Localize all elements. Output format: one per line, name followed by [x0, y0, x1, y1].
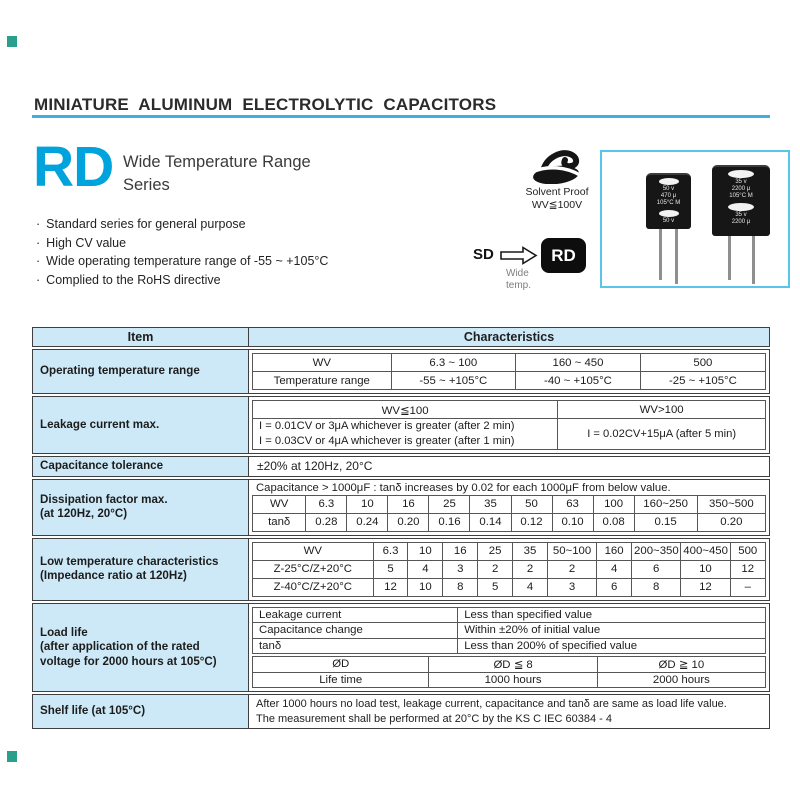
rd-badge	[541, 238, 586, 273]
bullet: ·	[36, 254, 41, 268]
table-cell: 0.16	[429, 513, 470, 531]
table-cell: 12	[730, 560, 765, 578]
characteristics-cell	[249, 457, 769, 476]
table-cell: Z-25°C/Z+20°C	[253, 560, 374, 578]
characteristics-cell	[249, 695, 769, 728]
feature-item: · Wide operating temperature range of -55 ~ +105°C	[36, 254, 329, 268]
characteristics-cell	[249, 397, 769, 453]
table-cell: 63	[552, 495, 593, 513]
table-cell: 25	[478, 542, 513, 560]
table-cell: 50~100	[547, 542, 596, 560]
table-cell: WV	[253, 495, 306, 513]
table-cell: -55 ~ +105°C	[391, 372, 516, 390]
series-name	[123, 151, 311, 197]
table-cell: Within ±20% of initial value	[458, 623, 766, 639]
table-cell: I = 0.01CV or 3μA whichever is greater (after 2 min) I = 0.03CV or 4μA whichever is greater (after 1 min)	[253, 419, 558, 450]
table-cell: 0.10	[552, 513, 593, 531]
capacitor-brand-oval	[659, 178, 679, 185]
capacitor-small: 50 v 470 μ 105°C M 50 v	[646, 173, 691, 229]
table-cell: Z-40°C/Z+20°C	[253, 578, 374, 596]
feature-item: · Standard series for general purpose	[36, 217, 246, 231]
table-cell: 10	[408, 578, 443, 596]
table-cell: –	[730, 578, 765, 596]
table-cell: 0.28	[306, 513, 347, 531]
series-name-line1: Wide Temperature Range	[123, 153, 311, 171]
table-cell: -40 ~ +105°C	[516, 372, 641, 390]
table-cell: 0.15	[634, 513, 697, 531]
table-cell: -25 ~ +105°C	[640, 372, 765, 390]
table-cell: 3	[443, 560, 478, 578]
table-cell: WV	[253, 542, 374, 560]
table-cell: 8	[443, 578, 478, 596]
table-cell: 100	[593, 495, 634, 513]
table-cell: Temperature range	[253, 372, 392, 390]
header-characteristics-cell: Characteristics	[249, 328, 769, 346]
dissipation-factor-table	[252, 495, 766, 532]
table-cell: 160~250	[634, 495, 697, 513]
table-header-row	[32, 327, 770, 347]
table-cell: 10	[681, 560, 730, 578]
table-cell: 2	[547, 560, 596, 578]
capacitor-lead	[752, 236, 755, 284]
table-cell: tanδ	[253, 638, 458, 654]
table-cell: ØD	[253, 657, 429, 673]
table-cell: ØD ≦ 8	[429, 657, 597, 673]
table-cell: 1000 hours	[429, 672, 597, 688]
table-cell: 10	[408, 542, 443, 560]
title-underline	[32, 115, 770, 118]
table-cell: 5	[478, 578, 513, 596]
rd-badge-label: RD	[551, 245, 576, 265]
characteristics-cell	[249, 539, 769, 600]
table-cell: 0.20	[388, 513, 429, 531]
table-cell: 12	[681, 578, 730, 596]
characteristics-cell	[249, 604, 769, 692]
table-cell: 16	[443, 542, 478, 560]
table-cell: Less than specified value	[458, 607, 766, 623]
low-temperature-row	[32, 538, 770, 601]
page-corner-mark	[7, 751, 17, 762]
table-cell: tanδ	[253, 513, 306, 531]
spec-table	[32, 327, 770, 731]
table-cell: 50	[511, 495, 552, 513]
table-cell: 500	[730, 542, 765, 560]
table-cell: 0.20	[697, 513, 765, 531]
table-cell: 0.08	[593, 513, 634, 531]
table-cell: 6.3	[306, 495, 347, 513]
table-cell: 350~500	[697, 495, 765, 513]
table-cell: 12	[373, 578, 408, 596]
table-cell: 25	[429, 495, 470, 513]
series-name-line2: Series	[123, 176, 170, 194]
load-life-row	[32, 603, 770, 693]
table-cell: 8	[632, 578, 681, 596]
table-cell: 6.3	[373, 542, 408, 560]
capacitor-brand-oval	[659, 210, 679, 217]
table-cell: 4	[408, 560, 443, 578]
leakage-current-table	[252, 400, 766, 450]
capacitor-brand-oval	[728, 203, 754, 211]
capacitor-photo-box	[600, 150, 790, 288]
page-corner-mark	[7, 36, 17, 47]
tolerance-value: ±20% at 120Hz, 20°C	[257, 459, 373, 473]
table-cell: 16	[388, 495, 429, 513]
capacitor-large: 35 v 2200 μ 105°C M 35 v 2200 μ	[712, 165, 770, 236]
table-cell: 5	[373, 560, 408, 578]
table-cell: 500	[640, 354, 765, 372]
table-cell: 4	[597, 560, 632, 578]
table-cell: 400~450	[681, 542, 730, 560]
operating-temperature-table	[252, 353, 766, 390]
capacitor-lead	[659, 229, 662, 280]
item-label: Operating temperature range	[33, 350, 249, 393]
arrow-right-icon	[500, 246, 538, 265]
table-cell: 35	[513, 542, 548, 560]
sd-series-label: SD	[473, 246, 494, 263]
table-cell: ØD ≧ 10	[597, 657, 765, 673]
shelf-life-row	[32, 694, 770, 729]
table-cell: WV≦100	[253, 401, 558, 419]
solvent-proof-label: Solvent Proof	[525, 186, 589, 198]
bullet: ·	[36, 217, 41, 231]
table-cell: 3	[547, 578, 596, 596]
characteristics-cell	[249, 350, 769, 393]
feature-item: · Complied to the RoHS directive	[36, 272, 221, 287]
characteristics-cell	[249, 480, 769, 535]
item-label: Dissipation factor max. (at 120Hz, 20°C)	[33, 480, 249, 535]
table-cell: Less than 200% of specified value	[458, 638, 766, 654]
table-cell: 2000 hours	[597, 672, 765, 688]
item-label: Load life (after application of the rated voltage for 2000 hours at 105°C)	[33, 604, 249, 692]
table-cell: 200~350	[632, 542, 681, 560]
bullet: ·	[36, 272, 41, 287]
item-label: Shelf life (at 105°C)	[33, 695, 249, 728]
item-label: Capacitance tolerance	[33, 457, 249, 476]
page-title: MINIATURE ALUMINUM ELECTROLYTIC CAPACITORS	[34, 95, 497, 114]
feature-list	[36, 215, 328, 289]
dissipation-note: Capacitance > 1000μF : tanδ increases by 0.02 for each 1000μF from below value.	[256, 481, 671, 494]
feature-item: · High CV value	[36, 235, 127, 250]
table-cell: 160	[597, 542, 632, 560]
table-cell: Leakage current	[253, 607, 458, 623]
capacitor-brand-oval	[728, 170, 754, 178]
leakage-current-row	[32, 396, 770, 454]
shelf-life-text: After 1000 hours no load test, leakage current, capacitance and tanδ are same as load life value. The measurement shall be performed at 20°C by the KS C IEC 60384 - 4	[256, 698, 727, 725]
table-cell: 0.14	[470, 513, 511, 531]
table-cell: WV>100	[558, 401, 766, 419]
table-cell: 6.3 ~ 100	[391, 354, 516, 372]
capacitor-lead	[675, 229, 678, 284]
table-cell: Life time	[253, 672, 429, 688]
table-cell: 160 ~ 450	[516, 354, 641, 372]
capacitor-lead	[728, 236, 731, 280]
load-life-lifetime-table	[252, 656, 766, 688]
bullet: ·	[36, 235, 41, 250]
solvent-proof-block	[512, 150, 602, 212]
capacitance-tolerance-row	[32, 456, 770, 477]
table-cell: I = 0.02CV+15μA (after 5 min)	[558, 419, 766, 450]
dissipation-factor-row	[32, 479, 770, 536]
low-temperature-table	[252, 542, 766, 597]
item-label: Low temperature characteristics (Impedance ratio at 120Hz)	[33, 539, 249, 600]
table-cell: 0.24	[347, 513, 388, 531]
table-cell: 0.12	[511, 513, 552, 531]
table-cell: 4	[513, 578, 548, 596]
table-cell: 10	[347, 495, 388, 513]
table-cell: 2	[513, 560, 548, 578]
item-label: Leakage current max.	[33, 397, 249, 453]
header-item-cell: Item	[33, 328, 249, 346]
table-cell: 2	[478, 560, 513, 578]
wide-temp-caption: Wide temp.	[506, 268, 532, 291]
table-cell: 6	[597, 578, 632, 596]
operating-temperature-row	[32, 349, 770, 394]
table-cell: 6	[632, 560, 681, 578]
table-cell: 35	[470, 495, 511, 513]
table-cell: WV	[253, 354, 392, 372]
series-code: RD	[33, 135, 114, 199]
solvent-proof-icon	[530, 150, 584, 184]
load-life-criteria-table	[252, 607, 766, 655]
table-cell: Capacitance change	[253, 623, 458, 639]
solvent-proof-voltage: WV≦100V	[531, 199, 583, 211]
